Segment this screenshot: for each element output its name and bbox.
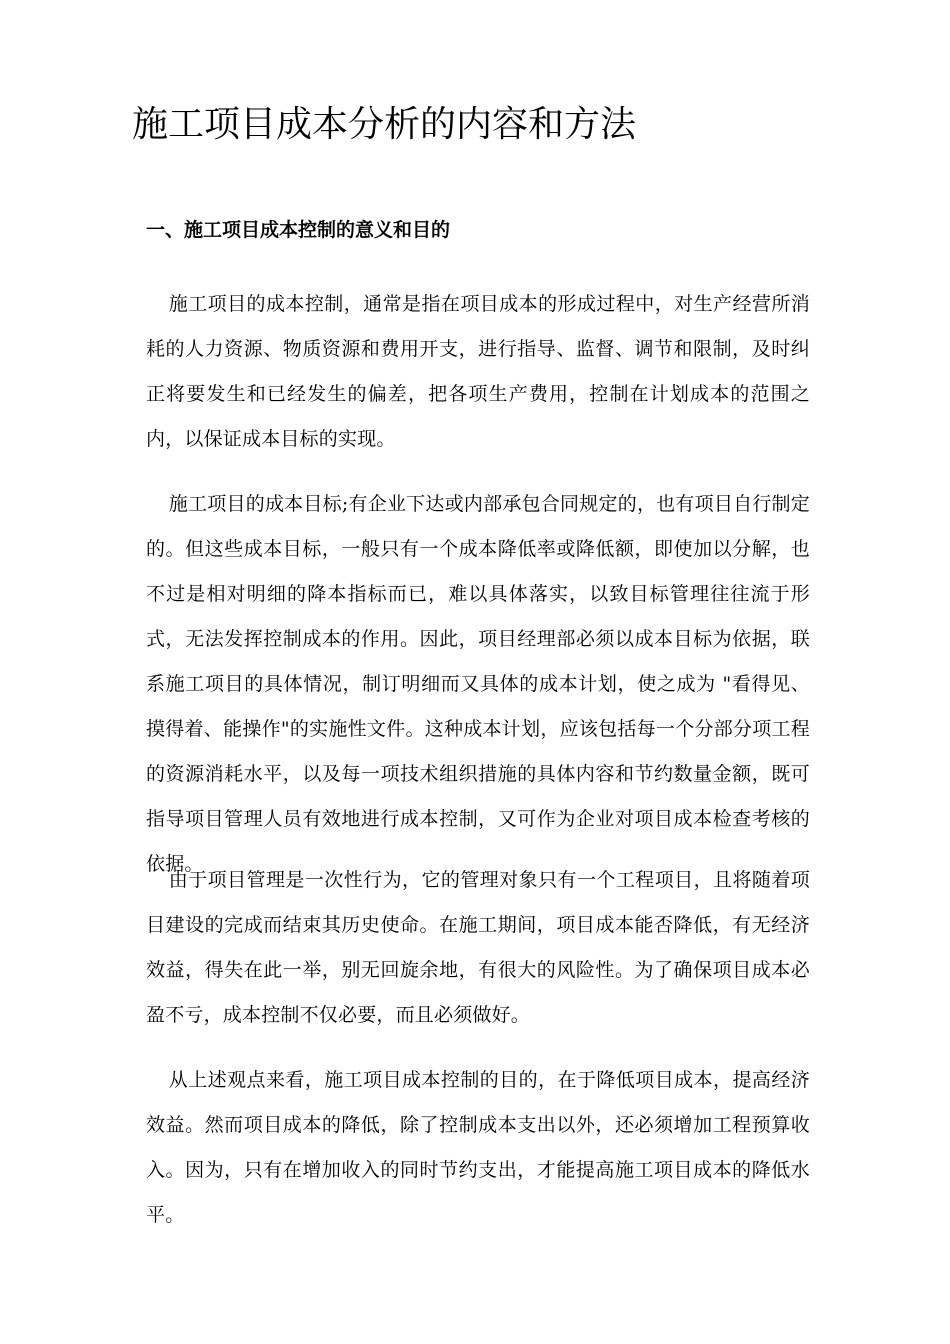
paragraph-3: 由于项目管理是一次性行为，它的管理对象只有一个工程项目，且将随着项目建设的完成而结束其历史使命。在施工期间，项目成本能否降低，有无经济效益，得失在此一举，别无回旋余地，有很大的风险性。为了确保项目成本必盈不亏，成本控制不仅必要，而且必须做好。 — [146, 869, 810, 1026]
paragraph-4: 从上述观点来看，施工项目成本控制的目的，在于降低项目成本，提高经济效益。然而项目成本的降低，除了控制成本支出以外，还必须增加工程预算收入。因为，只有在增加收入的同时节约支出，才能提高施工项目成本的降低水平。 — [146, 1069, 810, 1226]
section-heading: 一、施工项目成本控制的意义和目的 — [146, 219, 451, 241]
paragraph-2: 施工项目的成本目标;有企业下达或内部承包合同规定的，也有项目自行制定的。但这些成本目标，一般只有一个成本降低率或降低额，即使加以分解，也不过是相对明细的降本指标而已，难以具体落实，以致目标管理往往流于形式，无法发挥控制成本的作用。因此，项目经理部必须以成本目标为依据，联系施工项目的具体情况，制订明细而又具体的成本计划，使之成为 "看得见、摸得着、能操作"的实施性文件。这种成本计划，应该包括每一个分部分项工程的资源消耗水平，以及每一项技术组织措施的具体内容和节约数量金额，既可指导项目管理人员有效地进行成本控制，又可作为企业对项目成本检查考核的依据。 — [146, 493, 810, 875]
document-title: 施工项目成本分析的内容和方法 — [132, 104, 637, 145]
paragraph-1: 施工项目的成本控制，通常是指在项目成本的形成过程中，对生产经营所消耗的人力资源、物质资源和费用开支，进行指导、监督、调节和限制，及时纠正将要发生和已经发生的偏差，把各项生产费用，控制在计划成本的范围之内，以保证成本目标的实现。 — [146, 293, 810, 450]
